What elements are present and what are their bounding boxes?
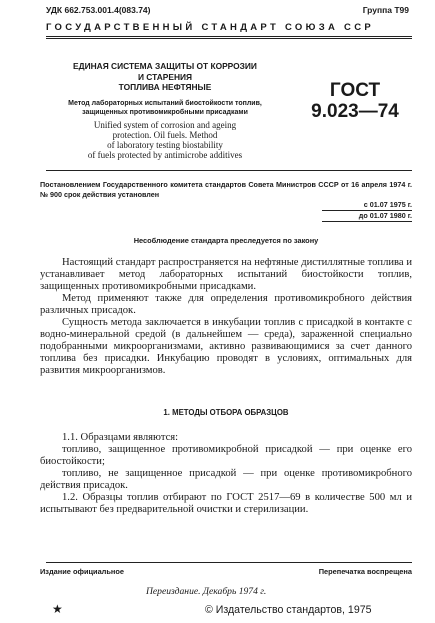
reissue-note: Переиздание. Декабрь 1974 г.: [146, 586, 267, 597]
standard-title: [40, 61, 290, 93]
group-code: Группа Т99: [362, 5, 409, 15]
title-line-3: ТОПЛИВА НЕФТЯНЫЕ: [118, 82, 212, 92]
subtitle-line-2: защищенных противомикробными присадками: [82, 109, 248, 117]
section-1-paragraph-3: топливо, не защищенное присадкой — при оценке противомикробного действия присадок.: [40, 468, 412, 491]
english-title: [36, 120, 294, 160]
footer-rule: [46, 562, 412, 563]
valid-from: с 01.07 1975 г.: [322, 200, 412, 211]
title-line-1: ЕДИНАЯ СИСТЕМА ЗАЩИТЫ ОТ КОРРОЗИИ: [73, 61, 257, 71]
standard-subtitle: [36, 99, 294, 118]
gost-code: 9.023—74: [311, 101, 399, 122]
gost-label: ГОСТ: [329, 80, 381, 101]
intro-paragraph-2: Метод применяют также для определения противомикробного действия различных присадок.: [40, 293, 412, 316]
law-notice: Несоблюдение стандарта преследуется по закону: [133, 236, 319, 245]
intro-paragraph-1: Настоящий стандарт распространяется на нефтяные дистиллятные топлива и устанавливает метод лабораторных испытаний биостойкости топлив, защищенных противомикробными присадками.: [40, 257, 412, 292]
section-1-text: [40, 432, 412, 516]
gost-number: [300, 80, 410, 122]
validity-dates: [322, 200, 412, 222]
valid-to: до 01.07 1980 г.: [322, 211, 412, 222]
section-1-paragraph-4: 1.2. Образцы топлив отбирают по ГОСТ 2517—69 в количестве 500 мл и испытывают без предварительной очистки и стерилизации.: [40, 492, 412, 515]
state-standard-header: ГОСУДАРСТВЕННЫЙ СТАНДАРТ СОЮЗА ССР: [46, 22, 375, 33]
udk-code: УДК 662.753.001.4(083.74): [46, 5, 151, 15]
reprint-prohibited-label: Перепечатка воспрещена: [318, 567, 412, 576]
intro-text: [40, 257, 412, 377]
publisher-copyright: © Издательство стандартов, 1975: [205, 604, 372, 616]
subtitle-line-1: Метод лабораторных испытаний биостойкости топлив,: [68, 100, 262, 107]
english-line-2: protection. Oil fuels. Method: [112, 130, 218, 140]
title-rule: [46, 170, 412, 171]
section-1-title: 1. МЕТОДЫ ОТБОРА ОБРАЗЦОВ: [163, 408, 289, 417]
section-1-paragraph-1: 1.1. Образцами являются:: [62, 432, 179, 443]
english-line-4: of fuels protected by antimicrobe additives: [87, 150, 243, 160]
decree-text: Постановлением Государственного комитета стандартов Совета Министров СССР от 16 апреля 1974 г. № 900 срок действия установлен: [40, 180, 412, 199]
header-rule-bottom: [46, 38, 412, 39]
header-rule-top: [46, 36, 412, 37]
english-line-1: Unified system of corrosion and ageing: [93, 120, 237, 130]
official-edition-label: Издание официальное: [40, 567, 125, 576]
intro-paragraph-3: Сущность метода заключается в инкубации топлив с присадкой в контакте с водно-минеральной средой (в дальнейшем — среда), зараженной специально подобранными микроорганизмами, активно развивающимися за счет данного топлива без присадки. Инкубацию проводят в условиях, оптимальных для развития микроорганизмов.: [40, 317, 412, 376]
title-line-2: И СТАРЕНИЯ: [137, 71, 193, 82]
star-icon: ★: [52, 602, 63, 616]
section-1-paragraph-2: топливо, защищенное противомикробной присадкой — при оценке его биостойкости;: [40, 444, 412, 467]
english-line-3: of laboratory testing biostability: [107, 140, 223, 150]
